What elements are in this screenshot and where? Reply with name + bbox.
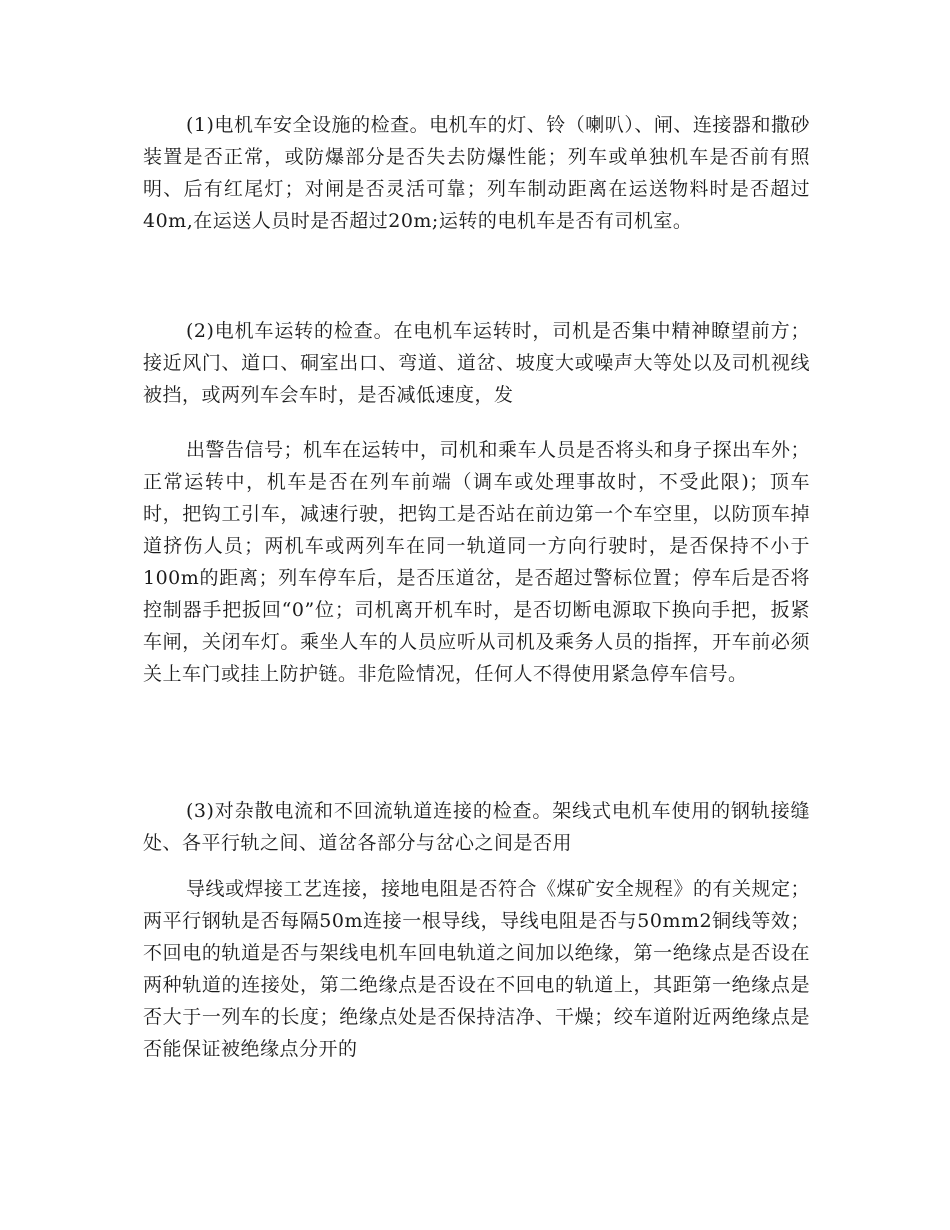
paragraph-stray-current-check: (3)对杂散电流和不回流轨道连接的检查。架线式电机车使用的钢轨接缝处、各平行轨之间、道岔各部分与岔心之间是否用 [143, 800, 810, 854]
paragraph-locomotive-operation: (2)电机车运转的检查。在电机车运转时，司机是否集中精神瞭望前方；接近风门、道口、硐室出口、弯道、道岔、坡度大或噪声大等处以及司机视线被挡，或两列车会车时，是否减低速度，发 [143, 320, 810, 406]
paragraph-operation-continued: 出警告信号；机车在运转中，司机和乘车人员是否将头和身子探出车外；正常运转中，机车是否在列车前端（调车或处理事故时，不受此限)；顶车时，把钩工引车，减速行驶，把钩工是否站在前边第一个车空里，以防顶车掉道挤伤人员；两机车或两列车在同一轨道同一方向行驶时，是否保持不小于100m的距离；列车停车后，是否压道岔，是否超过警标位置；停车后是否将控制器手把扳回“0”位；司机离开机车时，是否切断电源取下换向手把，扳紧车闸，关闭车灯。乘坐人车的人员应听从司机及乘务人员的指挥，开车前必须关上车门或挂上防护链。非危险情况，任何人不得使用紧急停车信号。 [143, 439, 811, 685]
paragraph-locomotive-safety-facilities: (1)电机车安全设施的检查。电机车的灯、铃（喇叭）、闸、连接器和撒砂装置是否正常，或防爆部分是否失去防爆性能；列车或单独机车是否前有照明、后有红尾灯；对闸是否灵活可靠；列车制动距离在运送物料时是否超过40m,在运送人员时是否超过20m;运转的电机车是否有司机室。 [143, 114, 810, 232]
paragraph-stray-current-continued: 导线或焊接工艺连接，接地电阻是否符合《煤矿安全规程》的有关规定；两平行钢轨是否每隔50m连接一根导线，导线电阻是否与50mm2铜线等效；不回电的轨道是否与架线电机车回电轨道之间加以绝缘，第一绝缘点是否设在两种轨道的连接处，第二绝缘点是否设在不回电的轨道上，其距第一绝缘点是否大于一列车的长度；绝缘点处是否保持洁净、干燥；绞车道附近两绝缘点是否能保证被绝缘点分开的 [143, 878, 811, 1060]
